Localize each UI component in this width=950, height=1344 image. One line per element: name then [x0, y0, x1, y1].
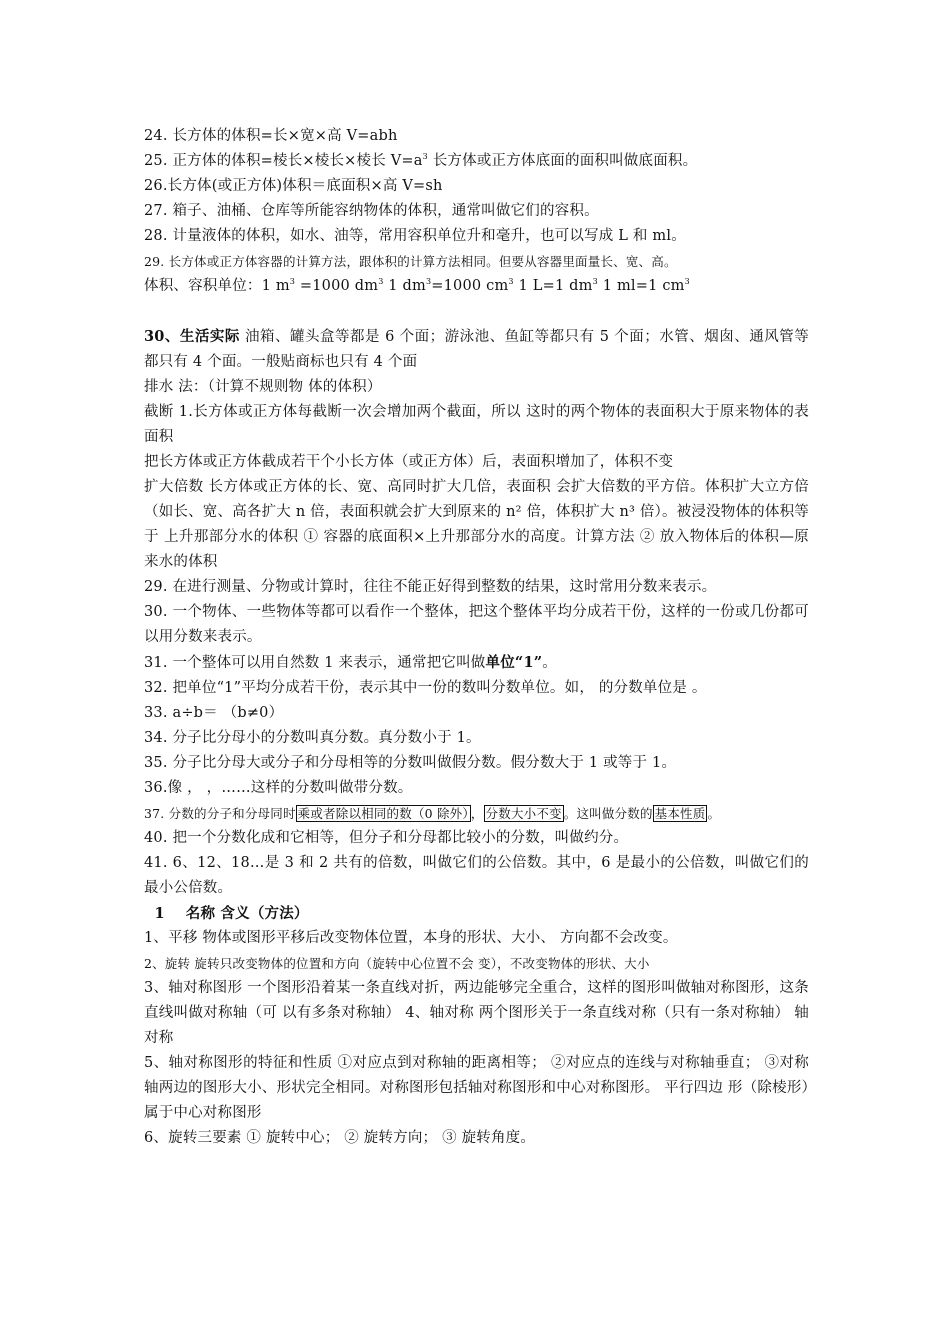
- text-geometry-2: 2、旋转 旋转只改变物体的位置和方向（旋转中心位置不会 变），不改变物体的形状、大小: [144, 956, 650, 971]
- text-cut-para: 截断 1.长方体或正方体每截断一次会增加两个截面，所以 这时的两个物体的表面积大于原来物体的表面积: [144, 404, 809, 445]
- text-line-29b: 29. 在进行测量、分物或计算时，往往不能正好得到整数的结果，这时常用分数来表示。: [144, 579, 717, 595]
- text-drain-method: 排水 法：（计算不规则物 体的体积）: [144, 379, 382, 395]
- text-line-30b: 30. 一个物体、一些物体等都可以看作一个整体，把这个整体平均分成若干份，这样的一份或几份都可以用分数来表示。: [144, 604, 809, 645]
- text-line-31: 31. 一个整体可以用自然数 1 来表示，通常把它叫做单位“1”。: [144, 654, 557, 671]
- blank-line: [144, 299, 809, 324]
- text-line-25: 25. 正方体的体积=棱长×棱长×棱长 $V=a^3$ 长方体或正方体底面的面积叫做底面积。: [144, 152, 698, 169]
- text-geometry-5: 5、轴对称图形的特征和性质 ①对应点到对称轴的距离相等； ②对应点的连线与对称轴垂直； ③对称轴两边的图形大小、形状完全相同。对称图形包括轴对称图形和中心对称图形。 平行四边 形（除棱形）属于中心对称图形: [144, 1055, 809, 1121]
- text-line-36: 36.像 ， ，……这样的分数叫做带分数。: [144, 780, 413, 796]
- text-geometry-6: 6、旋转三要素 ① 旋转中心； ② 旋转方向； ③ 旋转角度。: [144, 1130, 536, 1146]
- text-line-41: 41. 6、12、18…是 3 和 2 共有的倍数，叫做它们的公倍数。其中，6 是最小的公倍数，叫做它们的最小公倍数。: [144, 855, 809, 896]
- section-header: 1 名称 含义（方法）: [144, 905, 309, 922]
- boxed-term-basic-property: 基本性质: [654, 806, 706, 821]
- volume-units-line: 体积、容积单位：1 $m^3 =1000$ $dm^3$ 1 $dm^3=1000$ $cm^3$ 1 L=1 $dm^3$ 1 ml=1 $cm^3$: [144, 277, 690, 294]
- text-geometry-3: 3、轴对称图形 一个图形沿着某一条直线对折，两边能够完全重合，这样的图形叫做轴对称图形，这条直线叫做对称轴（可 以有多条对称轴） 4、轴对称 两个图形关于一条直线对称（只有一条对称轴） 轴对称: [144, 980, 809, 1046]
- text-line-34: 34. 分子比分母小的分数叫真分数。真分数小于 1。: [144, 730, 481, 746]
- text-line-33: 33. a÷b＝ （b≠0）: [144, 705, 284, 721]
- text-line-32: 32. 把单位“1”平均分成若干份，表示其中一份的数叫分数单位。如， 的分数单位是 。: [144, 680, 707, 696]
- text-geometry-1: 1、平移 物体或图形平移后改变物体位置，本身的形状、大小、 方向都不会改变。: [144, 930, 678, 946]
- text-line-26: 26.长方体(或正方体)体积＝底面积×高 V=sh: [144, 178, 443, 194]
- text-line-24: 24. 长方体的体积=长×宽×高 V=abh: [144, 128, 398, 144]
- document-body: [144, 124, 809, 1151]
- text-expand-para: 扩大倍数 长方体或正方体的长、宽、高同时扩大几倍，表面积 会扩大倍数的平方倍。体积扩大立方倍（如长、宽、高各扩大 n 倍，表面积就会扩大到原来的 n² 倍，体积扩大 n³ 倍）。被浸没物体的体积等于 上升那部分水的体积 ① 容器的底面积×上升那部分水的高度。计算方法 ② 放入物体后的体积—原来水的体积: [144, 479, 809, 570]
- text-line-28: 28. 计量液体的体积，如水、油等，常用容积单位升和毫升，也可以写成 L 和 ml。: [144, 228, 686, 244]
- text-line-29a: 29. 长方体或正方体容器的计算方法，跟体积的计算方法相同。但要从容器里面量长、宽、高。: [144, 254, 677, 269]
- boxed-term-value-unchanged: 分数大小不变: [485, 806, 562, 821]
- text-line-37: 37. 分数的分子和分母同时 乘或者除以相同的数（0 除外） ， 分数大小不变 。这叫做分数的 基本性质 。: [144, 806, 721, 821]
- boxed-term-multiply-divide: 乘或者除以相同的数（0 除外）: [297, 806, 469, 821]
- text-line-35: 35. 分子比分母大或分子和分母相等的分数叫做假分数。假分数大于 1 或等于 1。: [144, 755, 677, 771]
- text-line-27: 27. 箱子、油桶、仓库等所能容纳物体的体积，通常叫做它们的容积。: [144, 203, 599, 219]
- text-para-30: 30、生活实际 油箱、罐头盒等都是 6 个面；游泳池、鱼缸等都只有 5 个面；水管、烟囱、通风管等都只有 4 个面。一般贴商标也只有 4 个面: [144, 328, 809, 370]
- text-line-40: 40. 把一个分数化成和它相等，但分子和分母都比较小的分数，叫做约分。: [144, 830, 629, 846]
- text-cut-para-2: 把长方体或正方体截成若干个小长方体（或正方体）后，表面积增加了，体积不变: [144, 454, 674, 470]
